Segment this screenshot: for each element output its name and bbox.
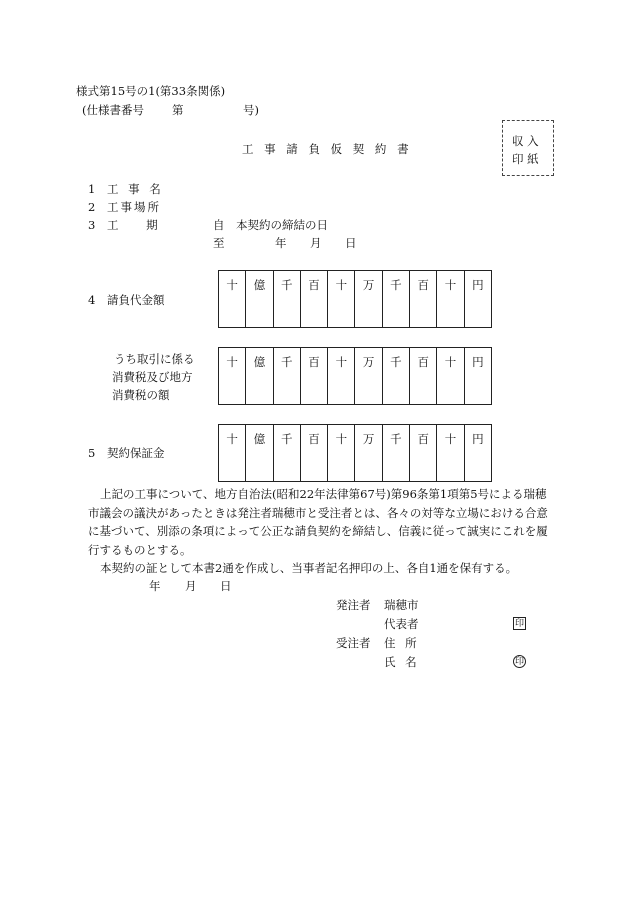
date-year: 年: [149, 579, 161, 593]
tax-cell[interactable]: 百: [410, 348, 437, 404]
period-from-label: 自: [213, 218, 225, 232]
orderer-name: 瑞穂市: [384, 598, 419, 612]
contract-amount-table: [218, 270, 492, 328]
tax-cell[interactable]: 千: [383, 348, 410, 404]
representative-label: 代表者: [384, 617, 419, 631]
tax-label-line3: 消費税の額: [112, 388, 170, 402]
amount-cell[interactable]: 十: [219, 271, 246, 327]
guarantee-cell[interactable]: 十: [219, 425, 246, 481]
spec-number-dai: 第: [172, 103, 184, 117]
item4-label: 請負代金額: [107, 293, 165, 307]
period-day: 日: [345, 236, 357, 250]
item5-number: 5: [88, 446, 96, 460]
amount-cell[interactable]: 百: [301, 271, 328, 327]
orderer-label: 発注者: [336, 598, 371, 612]
item5-label: 契約保証金: [107, 446, 165, 460]
contractor-label: 受注者: [336, 636, 371, 650]
guarantee-cell[interactable]: 円: [472, 432, 484, 446]
date-day: 日: [220, 579, 232, 593]
period-from-value: 本契約の締結の日: [236, 218, 328, 232]
tax-cell[interactable]: 円: [472, 355, 484, 369]
tax-cell[interactable]: 十: [219, 348, 246, 404]
guarantee-cell[interactable]: 億: [246, 425, 273, 481]
tax-cell[interactable]: 百: [301, 348, 328, 404]
name-label: 氏 名: [384, 655, 417, 669]
spec-number-label: (仕様書番号: [82, 103, 144, 117]
amount-cell[interactable]: 億: [246, 271, 273, 327]
tax-label-line2: 消費税及び地方: [112, 370, 193, 384]
tax-cell[interactable]: 十: [328, 348, 355, 404]
guarantee-cell[interactable]: 百: [301, 425, 328, 481]
tax-cell[interactable]: 千: [274, 348, 301, 404]
date-month: 月: [185, 579, 197, 593]
amount-cell[interactable]: 百: [410, 271, 437, 327]
item2-label: 工事場所: [107, 200, 161, 214]
guarantee-amount-table: [218, 424, 492, 482]
period-year: 年: [275, 236, 287, 250]
tax-cell[interactable]: 億: [246, 348, 273, 404]
seal-square-mark: 印: [514, 619, 524, 629]
amount-cell[interactable]: 十: [437, 271, 464, 327]
tax-label-line1: うち取引に係る: [114, 352, 195, 366]
form-number: 様式第15号の1(第33条関係): [76, 84, 226, 98]
tax-cell[interactable]: 十: [437, 348, 464, 404]
period-to-label: 至: [213, 236, 225, 250]
amount-cell[interactable]: 万: [355, 271, 382, 327]
guarantee-cell[interactable]: 千: [383, 425, 410, 481]
item1-number: 1: [88, 182, 96, 196]
amount-cell[interactable]: 十: [328, 271, 355, 327]
item3-number: 3: [88, 218, 96, 232]
body-paragraph-2: 本契約の証として本書2通を作成し、当事者記名押印の上、各自1通を保有する。: [100, 561, 518, 575]
amount-cell[interactable]: 円: [472, 278, 484, 292]
revenue-stamp-box: [502, 120, 554, 176]
guarantee-cell[interactable]: 万: [355, 425, 382, 481]
tax-amount-table: [218, 347, 492, 405]
stamp-label-line1: 収 入: [512, 134, 539, 148]
item1-label: 工 事 名: [107, 182, 161, 196]
amount-cell[interactable]: 千: [274, 271, 301, 327]
tax-cell[interactable]: 万: [355, 348, 382, 404]
body-paragraph-1: 上記の工事について、地方自治法(昭和22年法律第67号)第96条第1項第5号による瑞穂市議会の議決があったときは発注者瑞穂市と受注者とは、各々の対等な立場における合意に基づいて、別添の条項によって公正な請負契約を締結し、信義に従って誠実にこれを履行するものとする。: [88, 487, 548, 557]
spec-number-go: 号): [243, 103, 259, 117]
item2-number: 2: [88, 200, 96, 214]
seal-round-mark: 印: [514, 657, 524, 667]
document-title: 工 事 請 負 仮 契 約 書: [242, 142, 409, 156]
guarantee-cell[interactable]: 百: [410, 425, 437, 481]
guarantee-cell[interactable]: 十: [437, 425, 464, 481]
address-label: 住 所: [384, 636, 417, 650]
amount-cell[interactable]: 千: [383, 271, 410, 327]
item3-label: 工 期: [107, 218, 158, 232]
guarantee-cell[interactable]: 十: [328, 425, 355, 481]
item4-number: 4: [88, 293, 96, 307]
stamp-label-line2: 印 紙: [512, 152, 539, 166]
period-month: 月: [310, 236, 322, 250]
guarantee-cell[interactable]: 千: [274, 425, 301, 481]
